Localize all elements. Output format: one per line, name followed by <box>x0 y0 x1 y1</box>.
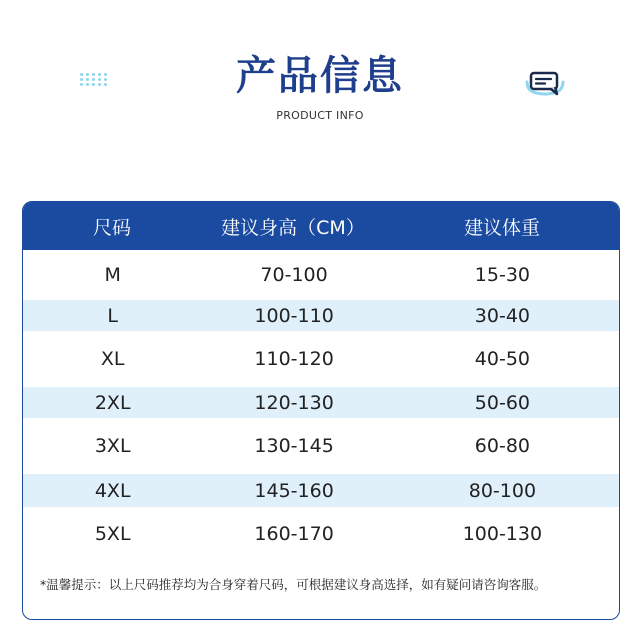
table-header <box>23 202 619 250</box>
table-row <box>23 474 619 507</box>
table-row <box>23 300 619 331</box>
table-row <box>23 387 619 418</box>
size-table <box>22 201 620 620</box>
weight-cell: 30-40 <box>474 304 530 327</box>
table-row <box>23 250 619 300</box>
height-cell: 160-170 <box>254 522 334 545</box>
weight-cell: 40-50 <box>474 348 530 370</box>
height-cell: 70-100 <box>260 264 328 286</box>
size-cell: 2XL <box>94 391 131 414</box>
weight-cell: 60-80 <box>474 435 530 457</box>
table-row <box>23 331 619 387</box>
column-header-size: 尺码 <box>92 216 131 239</box>
size-cell: XL <box>100 348 125 370</box>
weight-cell: 80-100 <box>468 479 537 502</box>
weight-cell: 15-30 <box>474 264 530 286</box>
chat-bubble-icon <box>523 68 567 100</box>
height-cell: 120-130 <box>254 391 334 414</box>
size-cell: 5XL <box>94 522 131 545</box>
height-cell: 110-120 <box>254 348 334 370</box>
table-row <box>23 418 619 474</box>
size-cell: M <box>104 264 121 286</box>
column-header-height: 建议身高（CM） <box>221 216 365 239</box>
size-cell: 3XL <box>94 435 131 457</box>
size-cell: 4XL <box>94 479 131 502</box>
table-row <box>23 507 619 560</box>
height-cell: 100-110 <box>254 304 334 327</box>
size-note: *温馨提示：以上尺码推荐均为合身穿着尺码，可根据建议身高选择，如有疑问请咨询客服。 <box>40 577 547 592</box>
page-subtitle: PRODUCT INFO <box>276 109 364 122</box>
height-cell: 145-160 <box>254 479 334 502</box>
height-cell: 130-145 <box>254 435 334 457</box>
weight-cell: 50-60 <box>474 391 530 414</box>
column-header-weight: 建议体重 <box>463 216 540 239</box>
page-title: 产品信息 <box>236 53 404 99</box>
weight-cell: 100-130 <box>462 522 543 545</box>
size-cell: L <box>107 304 118 327</box>
